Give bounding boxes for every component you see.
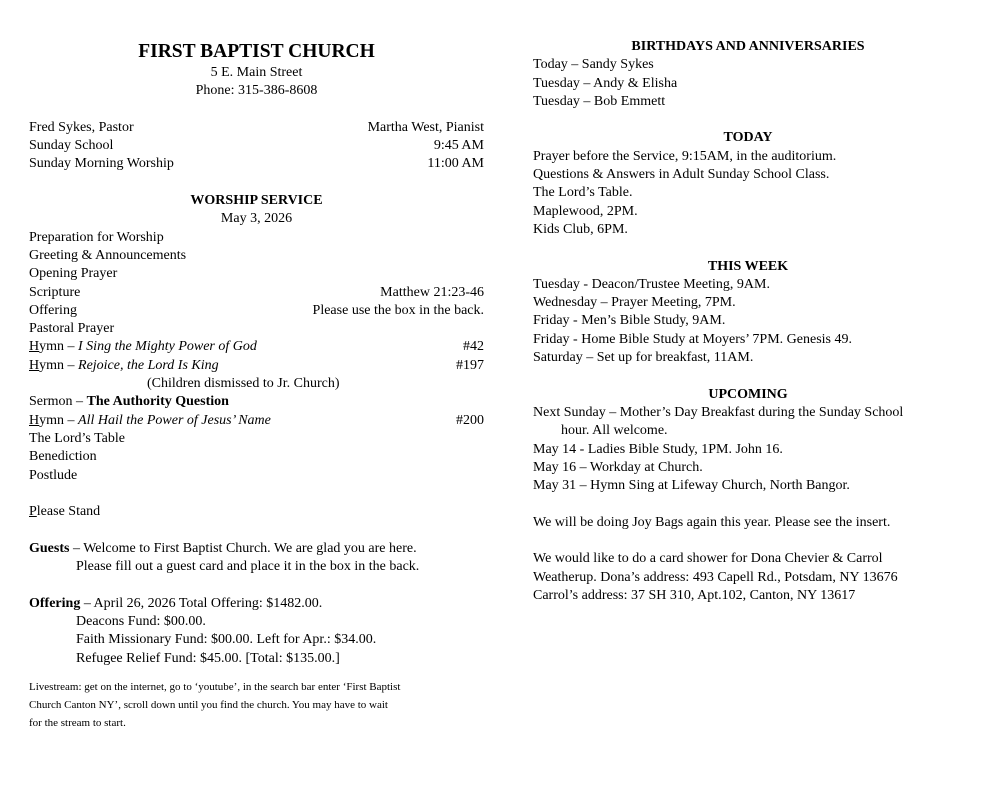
staff-row (29, 137, 484, 155)
upcoming-item: hour. All welcome. (561, 423, 668, 439)
livestream-line: Church Canton NY’, scroll down until you find the church. You may have to wait (29, 699, 388, 712)
sermon-title: The Authority Question (86, 394, 229, 410)
today-heading: TODAY (723, 130, 773, 146)
joy-bags-note: We will be doing Joy Bags again this year. Please see the insert. (533, 514, 891, 530)
hymn-row: Hymn – I Sing the Mighty Power of God #42 (29, 338, 484, 356)
today-item: The Lord’s Table. (533, 185, 633, 201)
order-item: The Lord’s Table (29, 430, 125, 446)
guests-line: Guests – Welcome to First Baptist Church. We are glad you are here. (29, 540, 417, 556)
today-item: Maplewood, 2PM. (533, 203, 638, 219)
fund-line: Refugee Relief Fund: $45.00. [Total: $135.00.] (76, 650, 340, 666)
hymn-number: #200 (456, 412, 484, 428)
stand-marker: H (29, 357, 40, 373)
guests-line: Please fill out a guest card and place it in the box in the back. (76, 559, 420, 575)
please-stand-note: Please Stand (29, 504, 101, 520)
stand-marker: H (29, 339, 40, 355)
staff-row (29, 155, 484, 173)
order-item (29, 302, 484, 320)
upcoming-item: Next Sunday – Mother’s Day Breakfast during the Sunday School (533, 404, 904, 420)
birthday-item: Today – Sandy Sykes (533, 57, 654, 73)
offering-label: Offering (29, 302, 77, 318)
staff-right: Martha West, Pianist (367, 119, 484, 135)
today-item: Questions & Answers in Adult Sunday School Class. (533, 167, 830, 183)
upcoming-item: May 16 – Workday at Church. (533, 459, 703, 475)
card-shower-line: We would like to do a card shower for Dona Chevier & Carrol (533, 551, 883, 567)
scripture-label: Scripture (29, 284, 81, 300)
card-shower-line: Carrol’s address: 37 SH 310, Apt.102, Canton, NY 13617 (533, 587, 856, 603)
worship-date: May 3, 2026 (220, 211, 293, 227)
hymn-number: #197 (456, 357, 484, 373)
order-item: Greeting & Announcements (29, 247, 187, 263)
church-name: FIRST BAPTIST CHURCH (138, 41, 375, 62)
livestream-line: Livestream: get on the internet, go to ‘youtube’, in the search bar enter ‘First Baptist (29, 680, 401, 693)
today-item: Kids Club, 6PM. (533, 221, 628, 237)
week-item: Friday - Men’s Bible Study, 9AM. (533, 313, 726, 329)
birthdays-heading: BIRTHDAYS AND ANNIVERSARIES (631, 39, 865, 54)
church-address: 5 E. Main Street (210, 65, 303, 80)
left-column (29, 0, 484, 733)
hymn-title: All Hail the Power of Jesus’ Name (78, 412, 271, 428)
birthday-item: Tuesday – Andy & Elisha (533, 75, 678, 91)
order-item: Opening Prayer (29, 266, 118, 282)
hymn-title: I Sing the Mighty Power of God (78, 339, 257, 355)
order-item: Postlude (29, 467, 78, 483)
right-column (533, 38, 963, 605)
hymn-row: Hymn – All Hail the Power of Jesus’ Name #200 (29, 412, 484, 430)
week-item: Friday - Home Bible Study at Moyers’ 7PM. Genesis 49. (533, 331, 852, 347)
stand-marker: H (29, 412, 40, 428)
staff-right: 11:00 AM (427, 156, 484, 172)
staff-row (29, 119, 484, 137)
order-item: Preparation for Worship (29, 229, 164, 245)
fund-line: Deacons Fund: $00.00. (76, 613, 206, 629)
upcoming-item: May 31 – Hymn Sing at Lifeway Church, North Bangor. (533, 478, 850, 494)
upcoming-item: May 14 - Ladies Bible Study, 1PM. John 16. (533, 441, 783, 457)
card-shower-line: Weatherup. Dona’s address: 493 Capell Rd., Potsdam, NY 13676 (533, 569, 898, 585)
order-item (29, 284, 484, 302)
staff-right: 9:45 AM (433, 138, 484, 154)
hymn-row: Hymn – Rejoice, the Lord Is King #197 (29, 357, 484, 375)
offering-report-label: Offering (29, 595, 81, 611)
staff-left: Sunday School (29, 138, 114, 154)
fund-line: Faith Missionary Fund: $00.00. Left for Apr.: $34.00. (76, 632, 377, 648)
order-item: Pastoral Prayer (29, 321, 115, 337)
birthday-item: Tuesday – Bob Emmett (533, 93, 666, 109)
week-item: Tuesday - Deacon/Trustee Meeting, 9AM. (533, 276, 770, 292)
church-phone: Phone: 315-386-8608 (195, 83, 318, 99)
week-item: Wednesday – Prayer Meeting, 7PM. (533, 295, 736, 311)
week-item: Saturday – Set up for breakfast, 11AM. (533, 350, 754, 366)
hymn-title: Rejoice, the Lord Is King (78, 357, 219, 373)
scripture-ref: Matthew 21:23-46 (380, 284, 484, 300)
order-item: Benediction (29, 449, 97, 465)
worship-heading: WORSHIP SERVICE (190, 193, 323, 209)
staff-left: Fred Sykes, Pastor (29, 119, 134, 135)
children-dismissed: (Children dismissed to Jr. Church) (147, 376, 340, 392)
staff-left: Sunday Morning Worship (29, 156, 174, 172)
upcoming-heading: UPCOMING (708, 386, 788, 402)
guests-label: Guests (29, 540, 70, 556)
today-item: Prayer before the Service, 9:15AM, in the auditorium. (533, 148, 837, 164)
sermon-line: Sermon – The Authority Question (29, 394, 229, 410)
hymn-number: #42 (463, 339, 484, 355)
offering-report-line: Offering – April 26, 2026 Total Offering: $1482.00. (29, 595, 323, 611)
livestream-line: for the stream to start. (29, 717, 126, 730)
offering-note: Please use the box in the back. (312, 302, 484, 318)
this-week-heading: THIS WEEK (707, 258, 789, 274)
